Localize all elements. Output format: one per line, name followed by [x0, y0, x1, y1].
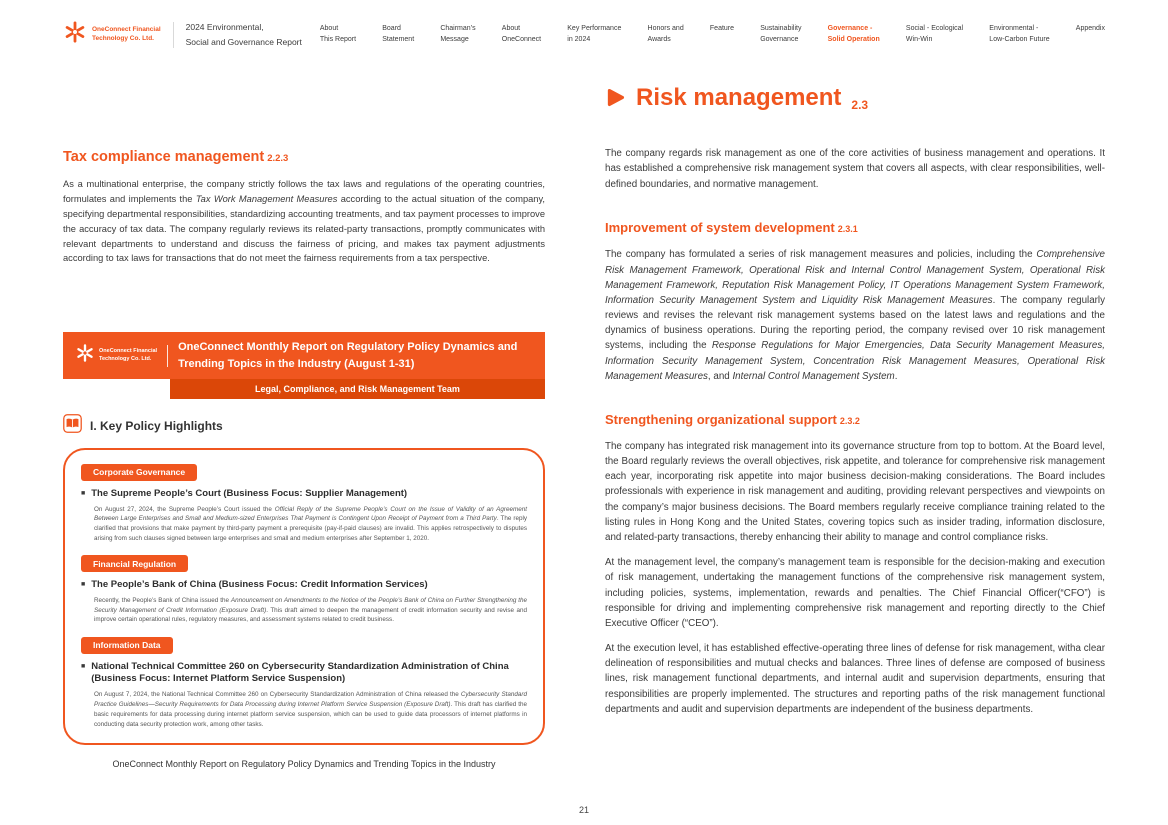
banner-divider: [167, 345, 168, 367]
banner-title: OneConnect Monthly Report on Regulatory Policy Dynamics and Trending Topics in the Industry (August 1-31): [178, 341, 518, 370]
tax-compliance-paragraph: As a multinational enterprise, the company strictly follows the tax laws and regulations of the operating countries, formulates and implements the Tax Work Management Measures according to the actual situation of the company, specifying departmental responsibilities, standardizing accounting treatments, and tax payment processes to improve the accuracy of tax data. The company regularly reviews its related-party transactions, promptly communicates with relevant departments to understand and discuss the fairness of pricing, and makes tax payment adjustments according to tax laws for transactions that do not meet the fairness requirements from a tax perspective.: [63, 179, 545, 264]
nav-item-chairmans-message[interactable]: Chairman’s Message: [440, 24, 476, 43]
policy-heading: [81, 579, 527, 592]
square-bullet-icon: ■: [81, 489, 86, 497]
header-divider: [173, 22, 174, 48]
page-number: 21: [578, 805, 589, 815]
policy-body: Recently, the People’s Bank of China issued the Announcement on Amendments to the Notice of the People’s Bank of China on Further Strengthening the Security Management of Credit Information (Exposure Draft). This draft aimed to deepen the management of credit information security and revise and improve certain operational rules, regulatory measures, and assessment systems related to credit business.: [94, 596, 527, 624]
page-title-text: Risk management: [636, 83, 842, 111]
nav-item-appendix[interactable]: Appendix: [1075, 24, 1105, 32]
org-support-paragraph-3: At the execution level, it has established effective-operating three lines of defense for risk management, witha clear delineation of responsibilities and mutual checks and balances. Three lines of defense are composed of business lines, risk management functional departments, and internal audit and supervision departments, ensuring that responsibilities are properly implemented. The structures and reporting paths of the risk management functional departments and audit and supervision departments are independent of the business departments.: [605, 643, 1105, 715]
banner-brand: [75, 343, 157, 368]
content-columns: [0, 49, 1168, 769]
banner-team-strip: [170, 379, 545, 399]
policy-heading: [81, 661, 527, 687]
subsection-title-organizational-support: Strengthening organizational support 2.3.2: [605, 411, 860, 427]
section-title-tax-compliance: [63, 149, 545, 165]
policy-item-financial-regulation: [81, 554, 527, 626]
brand-name-line1: OneConnect Financial: [92, 25, 161, 33]
page-title-number: 2.3: [851, 98, 869, 112]
policy-body: On August 7, 2024, the National Technical Committee 260 on Cybersecurity Standardization Administration of China released the Cybersecurity Standard Practice Guidelines—Security Requirements for Data Processing during Internet Platform Service Suspension (Exposure Draft). This draft has clarified the basic requirements for data processing during internet platform service suspension, which can be used to guide data processors of internet platforms in conducting data security protection work, among other tasks.: [94, 691, 527, 728]
left-column: [63, 49, 545, 769]
system-development-paragraph: The company has formulated a series of risk management measures and policies, including the Comprehensive Risk Management Framework, Operational Risk and Internal Control Management System, Operational Risk Management Framework, Reputation Risk Management Policy, IT Operations Management System Framework, Information Security Management System and Liquidity Risk Management Measures. The company regularly reviews and revises the relevant risk management systems based on the latest laws and regulations and the dynamics of business operations. During the reporting period, the company revised over 10 risk management systems, including the Response Regulations for Major Emergencies, Data Security Management Measures, Information Security Management System, Concentration Risk Management Measures, Operational Risk Management Measures, and Internal Control Management System.: [605, 249, 1105, 382]
banner-team-label: Legal, Compliance, and Risk Management Team: [255, 384, 460, 395]
section-number: 2.2.3: [267, 153, 289, 164]
square-bullet-icon: ■: [81, 581, 86, 589]
oneconnect-logo-icon-white: [75, 343, 95, 368]
org-support-paragraph-2: At the management level, the company’s management team is responsible for the decision-making and execution of risk management, undertaking the management functions of the comprehensive risk management system, including policies, systems, implementation, rewards and penalties. The Chief Financial Officer(“CFO”) is responsible for driving and implementing comprehensive risk management and reporting directly to the Chief Executive Officer (“CEO”).: [605, 557, 1105, 629]
brand: [63, 20, 161, 49]
report-title-line1: 2024 Environmental,: [185, 22, 264, 33]
nav-item-social-ecological-win-win[interactable]: Social - Ecological Win-Win: [905, 24, 964, 43]
policy-category-tag: Corporate Governance: [81, 464, 197, 481]
right-column: [605, 49, 1105, 769]
policy-body: On August 27, 2024, the Supreme People’s Court issued the Official Reply of the Supreme People’s Court on the Issue of Validity of an Agreement Between Large Enterprises and Small and Medium-sized Enterprises That Payment is Contingent Upon Receipt of Payment from a Third Party. The reply clarified that provisions that make payment by third-party payment a prerequisite (pay-if-paid clauses) are invalid. This applies retrospectively to disputes arising from such clauses signed between large enterprises and small and medium enterprises after September 1, 2020.: [94, 505, 527, 542]
nav-item-about-oneconnect[interactable]: About OneConnect: [501, 24, 542, 43]
nav-item-sustainability-governance[interactable]: Sustainability Governance: [760, 24, 802, 43]
org-support-paragraph-1: The company has integrated risk management into its governance structure from top to bottom. At the Board level, the Board regularly reviews the overall objectives, risk appetite, and tolerance for comprehensive risk management each year, incorporating risk appetite into major business decision-making considerations. The Board includes professionals with experience in risk management and auditing, providing relevant perspectives and viewpoints on the company’s major business decisions. The Board members regularly receive compliance training related to the listing rules in Hong Kong and the United States, covering topics such as insider trading, information disclosure, and related-party transactions, thereby enhancing their ability to manage and control compliance risks.: [605, 440, 1105, 543]
nav-item-board-statement[interactable]: Board Statement: [382, 24, 415, 43]
header: [0, 0, 1168, 49]
nav-item-about-this-report[interactable]: About This Report: [319, 24, 357, 43]
top-nav: [320, 24, 1105, 46]
policy-heading-text: The People’s Bank of China (Business Focus: Credit Information Services): [91, 579, 428, 591]
brand-name: [92, 26, 161, 44]
report-title-line2: Social and Governance Report: [185, 36, 302, 47]
key-policy-highlights-heading: [63, 414, 545, 438]
nav-item-feature[interactable]: Feature: [709, 24, 735, 32]
subsection-title-system-development: Improvement of system development 2.3.1: [605, 220, 858, 236]
policy-heading: [81, 488, 527, 501]
banner-brand-name: OneConnect Financial Technology Co. Ltd.: [99, 348, 158, 362]
policy-category-tag: Information Data: [81, 637, 173, 654]
report-title: [186, 20, 302, 48]
section-title-text: Tax compliance management: [63, 149, 265, 165]
oneconnect-logo-icon: [63, 20, 87, 49]
risk-management-intro: The company regards risk management as one of the core activities of business management and operations. It has established a comprehensive risk management system that covers all aspects, with clear responsibilities, well-defined boundaries, and normative management.: [605, 148, 1105, 190]
brand-name-line2: Technology Co. Ltd.: [92, 34, 154, 42]
policy-heading-text: The Supreme People’s Court (Business Focus: Supplier Management): [91, 487, 408, 499]
monthly-report-banner: [63, 332, 545, 379]
policy-item-information-data: [81, 635, 527, 729]
policy-highlights-box: [63, 448, 545, 745]
policy-heading-text: National Technical Committee 260 on Cybersecurity Standardization Administration of China (Business Focus: Internet Platform Service Suspension): [91, 660, 509, 685]
figure-caption: OneConnect Monthly Report on Regulatory Policy Dynamics and Trending Topics in the Industry: [112, 759, 496, 770]
policy-category-tag: Financial Regulation: [81, 555, 188, 572]
book-icon: [63, 414, 82, 438]
subsection-number: 2.3.1: [837, 224, 858, 235]
square-bullet-icon: ■: [81, 662, 86, 670]
nav-item-honors-awards[interactable]: Honors and Awards: [647, 24, 684, 43]
policy-item-corporate-governance: [81, 462, 527, 543]
subsection-number: 2.3.2: [839, 415, 860, 426]
play-icon: [605, 79, 626, 116]
page-title-risk-management: [605, 79, 1105, 116]
nav-item-environmental-low-carbon[interactable]: Environmental - Low-Carbon Future: [989, 24, 1050, 43]
nav-item-key-performance[interactable]: Key Performance in 2024: [567, 24, 622, 43]
nav-item-governance-solid-operation[interactable]: Governance - Solid Operation: [827, 24, 880, 43]
highlights-title: I. Key Policy Highlights: [90, 419, 223, 434]
